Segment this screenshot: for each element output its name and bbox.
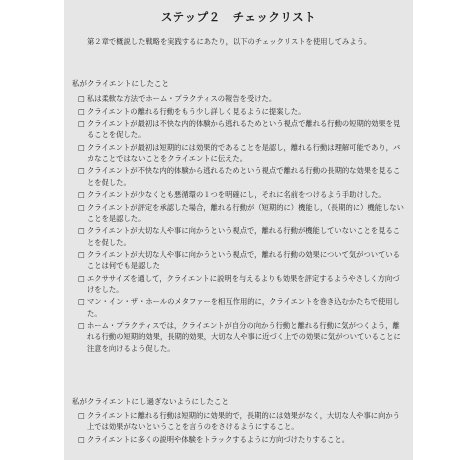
checklist-item-text: クライエントに多くの説明や体験をトラックするように方向づけたりすること。 — [87, 434, 350, 444]
checklist-item-text: クライエントが評定を承認した場合，離れる行動が（短期的に）機能し，（長期的に）機能しないことを是認した。 — [87, 202, 404, 223]
checklist-item — [78, 225, 406, 247]
checklist-done — [78, 93, 406, 355]
checklist-item-text: クライエントが最初は短期的には効果的であることを是認し，離れる行動は理解可能であり，バカなことではないことをクライエントに伝えた。 — [87, 142, 401, 163]
checklist-item-text: クライエントが少なくとも悪循環の１つを明確にし，それに名前をつけるよう手助けした。 — [87, 190, 386, 200]
intro-paragraph: 第２章で概説した戦略を実践するにあたり，以下のチェックリストを使用してみよう。 — [87, 37, 372, 46]
checklist-item — [78, 93, 406, 104]
checkbox-icon: □ — [78, 250, 85, 260]
checklist-avoided — [78, 410, 406, 446]
checklist-item-text: ホーム・プラクティスでは，クライエントが自分の向かう行動と離れる行動に気がつくよう，離れる行動の短期的効果，長期的効果，大切な人や事に近づく上での効果に気がついていることに注意を向けるよう促した。 — [87, 321, 401, 353]
checklist-item-text: クライエントが大切な人や事に向かうという視点で，離れる行動が機能していないことを見ることを促した。 — [87, 226, 401, 247]
checklist-item-text: クライエントが最初は不快な内的体験から逃れるためという視点で離れる行動の短期的効果を見ることを促した。 — [87, 119, 401, 140]
page-title: ステップ２ チェックリスト — [160, 10, 317, 24]
checklist-item — [78, 142, 406, 164]
checklist-item — [78, 410, 406, 432]
checkbox-icon: □ — [78, 190, 85, 200]
checklist-item-text: 私は柔軟な方法でホーム・プラクティスの報告を受けた。 — [87, 94, 277, 103]
document-page — [64, 0, 413, 460]
checklist-item — [78, 106, 406, 117]
checklist-item-text: エクササイズを通して，クライエントに説明を与えるよりも効果を評定するようやさしく方向づけをした。 — [87, 273, 400, 294]
checklist-item-text: クライエントが不快な内的体験から逃れるためという視点で離れる行動の長期的な効果を見ることを促した。 — [87, 166, 401, 187]
checkbox-icon: □ — [78, 202, 85, 212]
checklist-item — [78, 434, 406, 445]
checklist-item — [78, 189, 406, 200]
checkbox-icon: □ — [78, 226, 85, 236]
checkbox-icon: □ — [78, 297, 85, 307]
checklist-item — [78, 273, 406, 295]
checklist-item — [78, 165, 406, 187]
checkbox-icon: □ — [78, 106, 85, 116]
checkbox-icon: □ — [78, 411, 85, 420]
checkbox-icon: □ — [78, 166, 85, 176]
checkbox-icon: □ — [78, 321, 85, 331]
checklist-item-text: クライエントが大切な人や事に向かうという視点で，離れる行動の効果について気がついていることは何でも是認した — [87, 250, 400, 271]
section-heading-avoided: 私がクライエントにし過ぎないようにしたこと — [72, 397, 229, 406]
checklist-item-text: マン・イン・ザ・ホールのメタファーを相互作用的に，クライエントを巻き込むかたちで使用した。 — [87, 297, 400, 318]
checklist-item — [78, 202, 406, 224]
checkbox-icon: □ — [78, 119, 85, 128]
checklist-item — [78, 118, 406, 140]
checklist-item-text: クライエントの離れる行動をもう少し詳しく見るように提案した。 — [87, 106, 306, 116]
checklist-item — [78, 296, 406, 318]
checkbox-icon: □ — [78, 434, 85, 444]
checkbox-icon: □ — [78, 142, 85, 152]
checklist-item — [78, 249, 406, 271]
section-heading-done: 私がクライエントにしたこと — [72, 79, 169, 88]
checkbox-icon: □ — [78, 273, 85, 283]
checklist-item-text: クライエントに離れる行動は短期的に効果的で，長期的には効果がなく，大切な人や事に向かう上では効果がないということを言うのをさけるようにすること。 — [87, 411, 400, 432]
checklist-item — [78, 320, 406, 354]
checkbox-icon: □ — [78, 94, 85, 103]
